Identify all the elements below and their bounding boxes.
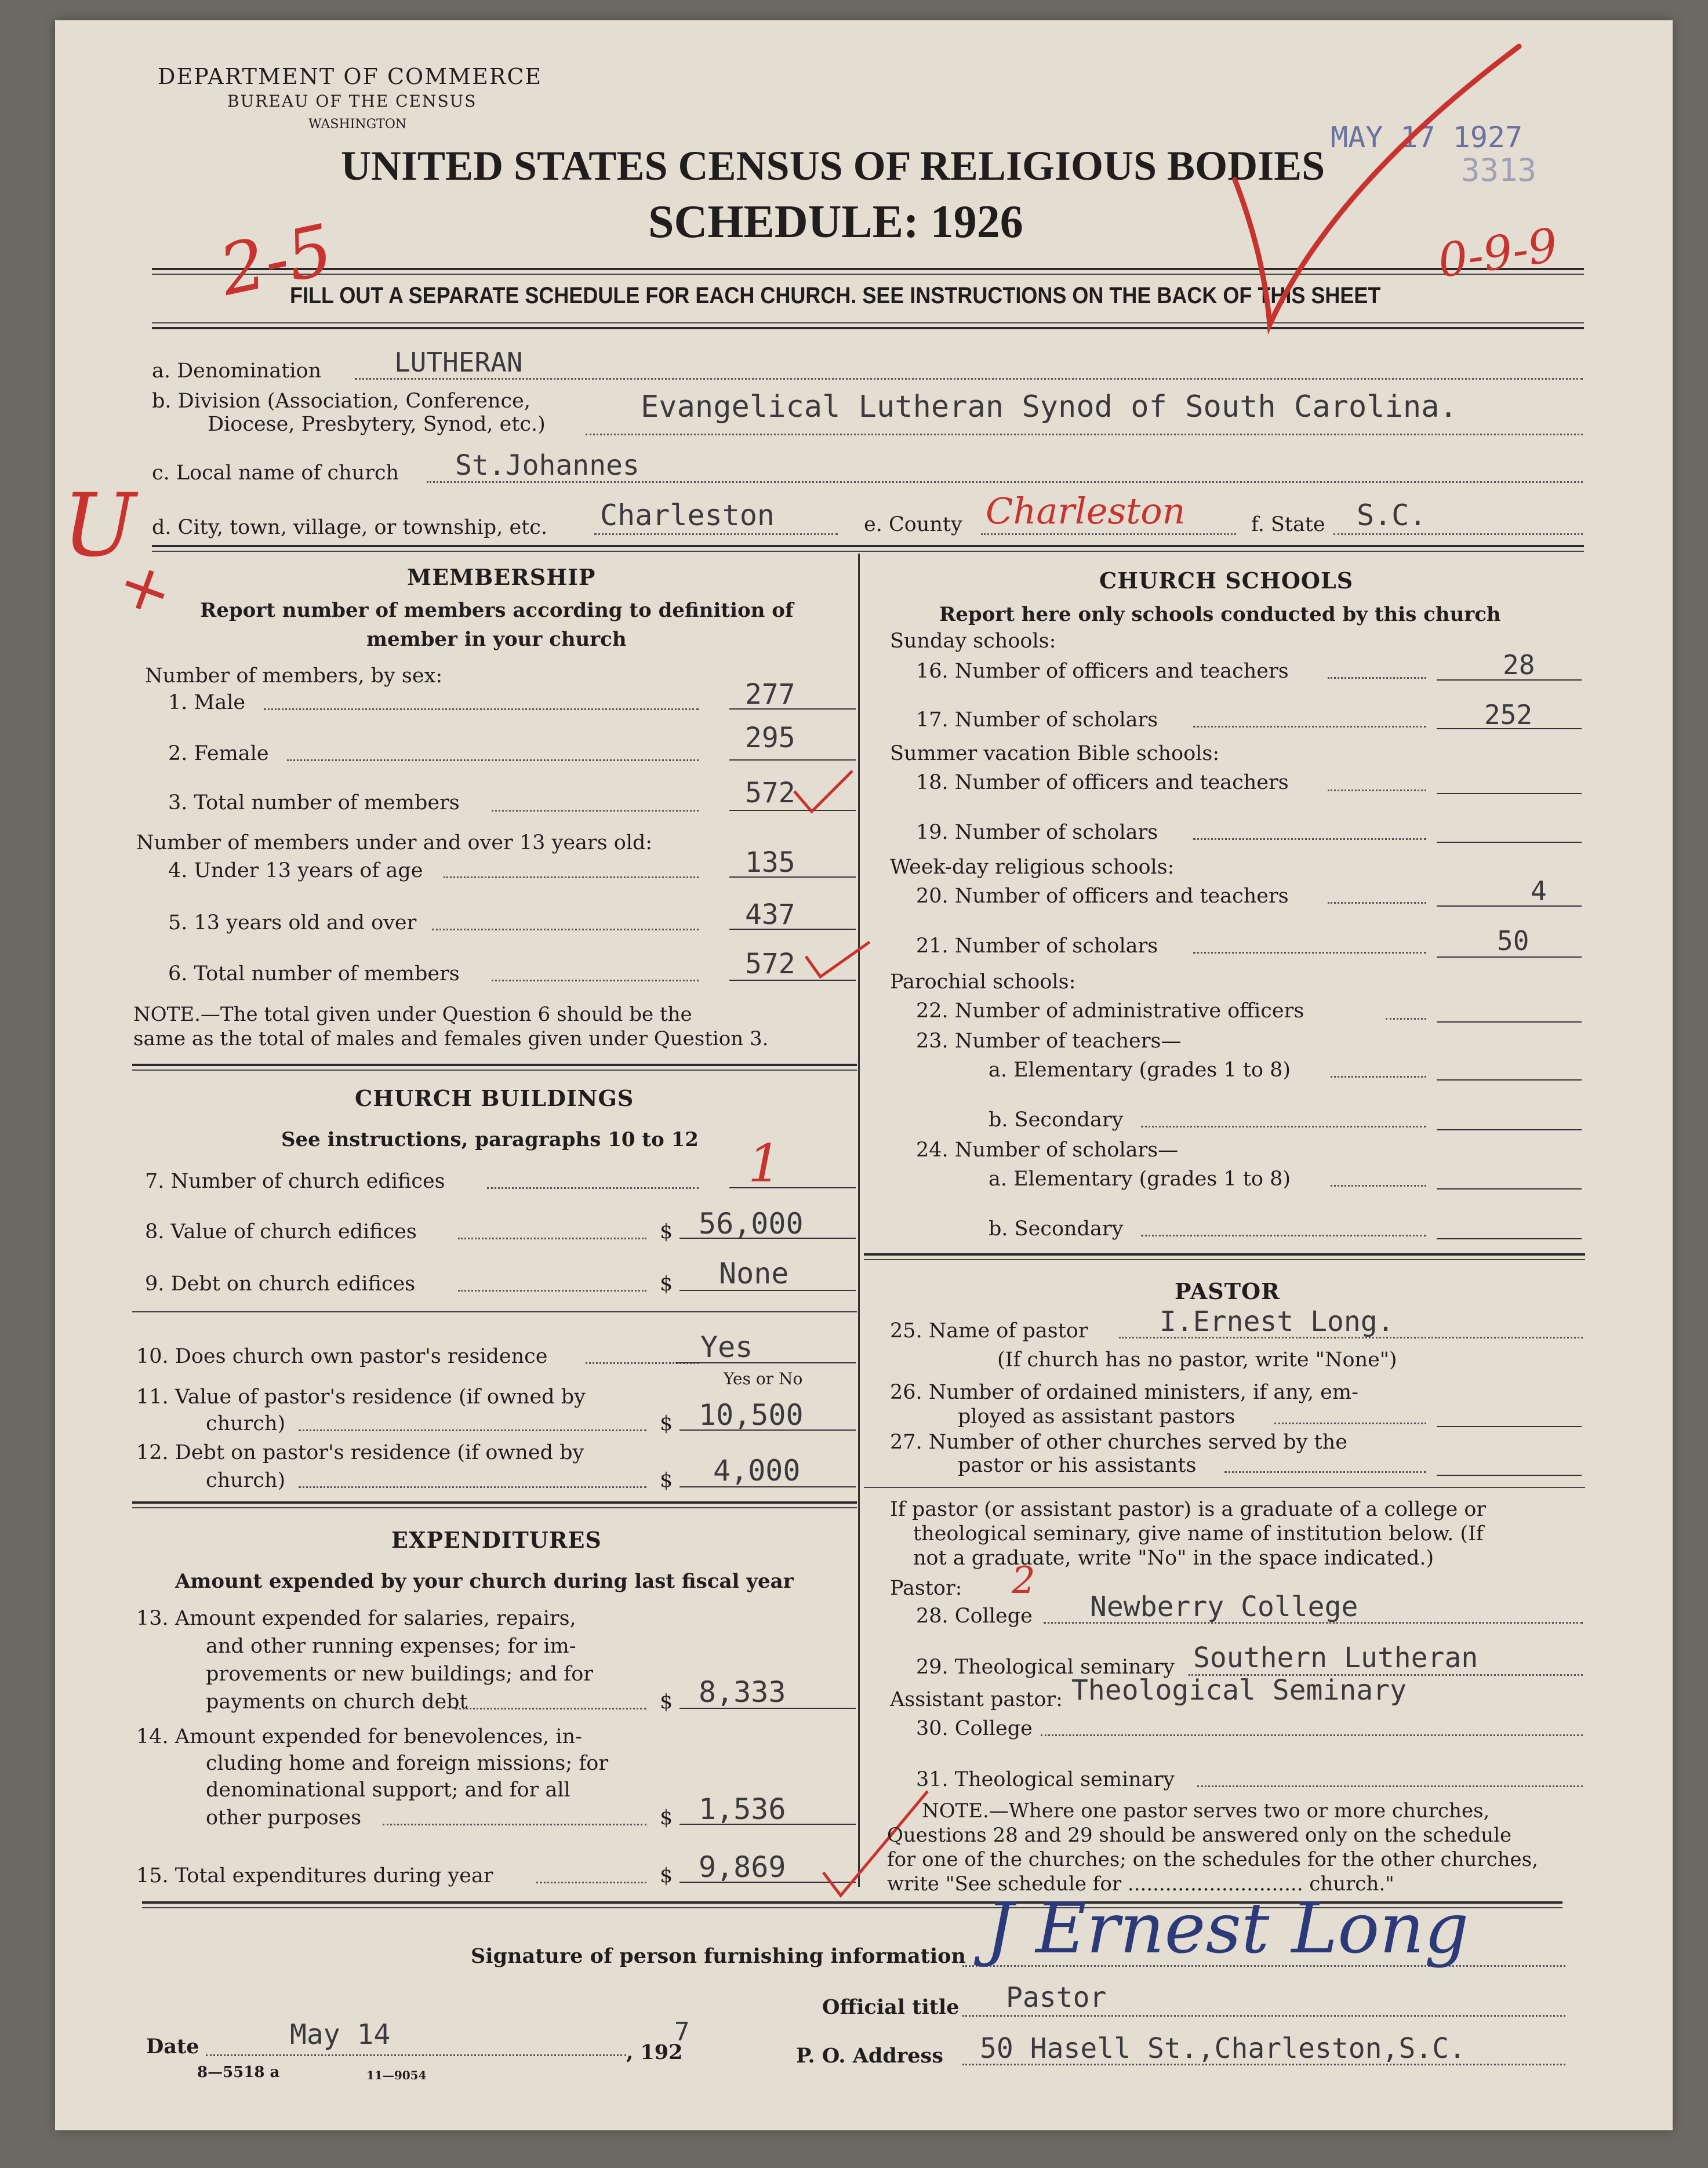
q12-dollar: $ [660, 1469, 673, 1492]
q28-value[interactable]: Newberry College [1090, 1591, 1358, 1623]
city-label: d. City, town, village, or township, etc. [152, 516, 547, 539]
q25-value[interactable]: I.Ernest Long. [1160, 1305, 1394, 1338]
schools-rule-2 [864, 1259, 1585, 1260]
q12-value[interactable]: 4,000 [713, 1454, 801, 1487]
q21-dots [1193, 952, 1426, 954]
q15-label: 15. Total expenditures during year [136, 1864, 493, 1887]
q6-dots [492, 980, 699, 981]
sunday-schools-label: Sunday schools: [890, 630, 1056, 653]
buildings-rule [132, 1501, 857, 1504]
q24b-label: b. Secondary [989, 1217, 1124, 1241]
q27-dots [1224, 1471, 1426, 1473]
pastor-mark: 2 [1012, 1559, 1035, 1602]
q11-value[interactable]: 10,500 [699, 1398, 804, 1432]
q8-dollar: $ [660, 1220, 673, 1243]
graduate-instruction-3: not a graduate, write "No" in the space indicated.) [913, 1547, 1434, 1570]
q21-answer-line [1437, 956, 1582, 958]
county-value[interactable]: Charleston [986, 490, 1186, 532]
q24a-label: a. Elementary (grades 1 to 8) [989, 1167, 1291, 1191]
membership-sub-2: member in your church [366, 628, 627, 651]
q9-debt-value[interactable]: None [719, 1257, 789, 1290]
q29-value-1[interactable]: Southern Lutheran [1193, 1642, 1478, 1674]
q17-value[interactable]: 252 [1484, 699, 1533, 730]
q11-dots [299, 1429, 646, 1431]
q29-label: 29. Theological seminary [916, 1656, 1175, 1679]
form-number: 8—5518 a [197, 2064, 280, 2081]
q7-edifices-label: 7. Number of church edifices [145, 1170, 445, 1193]
q24a-dots [1331, 1185, 1426, 1187]
summer-schools-label: Summer vacation Bible schools: [890, 742, 1220, 765]
official-title-value[interactable]: Pastor [1006, 1981, 1107, 2014]
q25-label: 25. Name of pastor [890, 1319, 1088, 1343]
q8-value-value[interactable]: 56,000 [699, 1207, 804, 1241]
pastor-subsection-label: Pastor: [890, 1577, 962, 1600]
q7-dots [487, 1187, 699, 1189]
q14-label-4: other purposes [206, 1806, 362, 1829]
q26-label-2: ployed as assistant pastors [958, 1405, 1235, 1428]
membership-rule [132, 1064, 857, 1066]
q26-label-1: 26. Number of ordained ministers, if any, em- [890, 1381, 1358, 1404]
q29-value-2[interactable]: Theological Seminary [1071, 1674, 1407, 1707]
q10-residence-label: 10. Does church own pastor's residence [136, 1345, 548, 1368]
q10-residence-value[interactable]: Yes [700, 1330, 753, 1364]
reviewer-mark-code: 0-9-9 [1434, 218, 1561, 288]
denomination-value[interactable]: LUTHERAN [394, 347, 523, 378]
q9-debt-label: 9. Debt on church edifices [145, 1272, 416, 1296]
q27-label-2: pastor or his assistants [958, 1454, 1197, 1477]
q5-over13-label: 5. 13 years old and over [168, 911, 417, 934]
q14-label-3: denominational support; and for all [206, 1778, 570, 1802]
q23b-answer-line [1437, 1129, 1582, 1130]
state-label: f. State [1251, 513, 1325, 536]
date-label: Date [146, 2035, 199, 2058]
q23a-label: a. Elementary (grades 1 to 8) [989, 1058, 1291, 1082]
graduate-instruction-1: If pastor (or assistant pastor) is a graduate of a college or [890, 1498, 1487, 1521]
denomination-label: a. Denomination [152, 359, 322, 383]
q7-edifices-value[interactable]: 1 [748, 1133, 782, 1194]
buildings-divider [132, 1311, 857, 1312]
reviewer-mark-25: 2-5 [213, 209, 340, 312]
pastor-divider [864, 1487, 1585, 1488]
q12-label-2: church) [206, 1469, 286, 1492]
schools-rule [864, 1253, 1585, 1256]
q18-dots [1328, 790, 1426, 791]
identity-bottom-rule [152, 545, 1584, 547]
print-number: 11—9054 [366, 2068, 427, 2082]
q13-dots [455, 1708, 646, 1709]
q13-label-3: provements or new buildings; and for [206, 1663, 594, 1686]
q1-male-label: 1. Male [168, 691, 246, 714]
q23b-label: b. Secondary [989, 1108, 1124, 1132]
weekday-schools-label: Week-day religious schools: [890, 856, 1175, 879]
county-line [981, 533, 1236, 535]
q19-answer-line [1437, 842, 1582, 843]
q3-check-icon [788, 765, 858, 817]
q12-label-1: 12. Debt on pastor's residence (if owned by [136, 1441, 584, 1464]
q18-answer-line [1437, 793, 1582, 794]
signature-label: Signature of person furnishing information [471, 1944, 966, 1968]
q5-over13-value[interactable]: 437 [745, 899, 795, 931]
schools-heading: CHURCH SCHOOLS [1099, 568, 1354, 594]
q13-label-1: 13. Amount expended for salaries, repairs, [136, 1607, 576, 1630]
title-line [962, 2015, 1565, 2017]
q11-dollar: $ [660, 1412, 673, 1435]
q24-label: 24. Number of scholars— [916, 1138, 1179, 1162]
pastor-heading: PASTOR [1175, 1278, 1280, 1304]
graduate-instruction-2: theological seminary, give name of institution below. (If [913, 1522, 1484, 1545]
q16-dots [1328, 677, 1426, 679]
q22-label: 22. Number of administrative officers [916, 999, 1304, 1023]
q20-answer-line [1437, 905, 1582, 907]
q23a-dots [1331, 1076, 1426, 1078]
q9-dots [458, 1290, 646, 1292]
q18-label: 18. Number of officers and teachers [916, 771, 1289, 794]
q14-dollar: $ [660, 1806, 673, 1829]
q20-label: 20. Number of officers and teachers [916, 885, 1289, 908]
separate-schedule-instruction: FILL OUT A SEPARATE SCHEDULE FOR EACH CHURCH. SEE INSTRUCTIONS ON THE BACK OF THIS SHEET [290, 283, 1381, 308]
assistant-pastor-label: Assistant pastor: [890, 1688, 1063, 1711]
q14-label-2: cluding home and foreign missions; for [206, 1752, 609, 1775]
q17-label: 17. Number of scholars [916, 708, 1158, 732]
division-line [586, 434, 1583, 435]
q2-female-value[interactable]: 295 [745, 722, 795, 754]
division-value[interactable]: Evangelical Lutheran Synod of South Carolina. [641, 390, 1458, 424]
state-value[interactable]: S.C. [1357, 499, 1427, 532]
q15-value[interactable]: 9,869 [699, 1850, 786, 1884]
county-label: e. County [864, 513, 962, 536]
po-address-value[interactable]: 50 Hasell St.,Charleston,S.C. [980, 2032, 1466, 2065]
buildings-sub: See instructions, paragraphs 10 to 12 [281, 1128, 699, 1151]
q15-dollar: $ [660, 1864, 673, 1887]
city-label: WASHINGTON [308, 117, 407, 132]
q13-value[interactable]: 8,333 [699, 1675, 786, 1709]
q30-label: 30. College [916, 1717, 1033, 1740]
q4-under13-label: 4. Under 13 years of age [168, 859, 423, 882]
pastor-signature[interactable]: J Ernest Long [986, 1889, 1469, 1969]
q21-label: 21. Number of scholars [916, 934, 1158, 958]
division-label-line2: Diocese, Presbytery, Synod, etc.) [208, 413, 546, 436]
date-value[interactable]: May 14 [290, 2018, 391, 2051]
q1-male-value[interactable]: 277 [745, 678, 795, 711]
form-title: UNITED STATES CENSUS OF RELIGIOUS BODIES [341, 143, 1325, 189]
q30-line [1041, 1734, 1583, 1736]
parochial-schools-label: Parochial schools: [890, 970, 1076, 994]
q6-total-label: 6. Total number of members [168, 962, 460, 985]
city-value[interactable]: Charleston [600, 499, 775, 532]
q21-value[interactable]: 50 [1497, 925, 1529, 956]
po-address-label: P. O. Address [796, 2044, 943, 2068]
membership-sub-1: Report number of members according to definition of [200, 599, 794, 622]
q25-note: (If church has no pastor, write "None") [997, 1348, 1397, 1372]
reviewer-mark-x: + [107, 544, 184, 632]
official-title-label: Official title [822, 1995, 960, 2019]
division-label-line1: b. Division (Association, Conference, [152, 390, 530, 413]
q23b-dots [1141, 1126, 1426, 1127]
q2-dots [287, 759, 699, 761]
q20-value[interactable]: 4 [1531, 875, 1547, 907]
q13-dollar: $ [660, 1690, 673, 1714]
q22-answer-line [1437, 1021, 1582, 1023]
pastor-note-4: write "See schedule for ............................ church." [887, 1872, 1394, 1896]
q3-dots [492, 810, 699, 812]
q26-answer-line [1437, 1426, 1582, 1427]
schools-sub: Report here only schools conducted by this church [939, 603, 1501, 626]
q16-label: 16. Number of officers and teachers [916, 660, 1289, 683]
q15-dots [536, 1882, 646, 1883]
q13-label-2: and other running expenses; for im- [206, 1635, 576, 1658]
q6-total-value[interactable]: 572 [745, 948, 795, 980]
buildings-rule-2 [132, 1507, 857, 1508]
membership-note-1: NOTE.—The total given under Question 6 should be the [133, 1003, 692, 1026]
q13-label-4: payments on church debt [206, 1690, 468, 1714]
q3-total-value[interactable]: 572 [745, 777, 795, 809]
church-name-value[interactable]: St.Johannes [455, 449, 639, 482]
city-line [594, 533, 838, 535]
q28-label: 28. College [916, 1605, 1033, 1628]
q4-under13-value[interactable]: 135 [745, 846, 795, 879]
pastor-note-1: NOTE.—Where one pastor serves two or more churches, [922, 1799, 1490, 1823]
date-line [206, 2054, 626, 2056]
q2-female-label: 2. Female [168, 742, 269, 765]
yes-no-hint: Yes or No [724, 1369, 803, 1388]
received-date-stamp: MAY 17 1927 [1331, 121, 1523, 154]
year-prefix: , 192 [626, 2040, 683, 2064]
q1-dots [264, 708, 699, 710]
reviewer-mark-u: U [63, 475, 136, 576]
members-by-sex-label: Number of members, by sex: [145, 664, 443, 687]
church-name-label: c. Local name of church [152, 461, 399, 485]
q14-value[interactable]: 1,536 [699, 1792, 786, 1826]
q23-label: 23. Number of teachers— [916, 1030, 1182, 1053]
q14-dots [383, 1824, 646, 1825]
q23a-answer-line [1437, 1079, 1582, 1081]
membership-rule-2 [132, 1070, 857, 1071]
state-line [1333, 533, 1583, 535]
q24b-dots [1141, 1235, 1426, 1236]
q27-label-1: 27. Number of other churches served by the [890, 1431, 1347, 1454]
q19-label: 19. Number of scholars [916, 821, 1158, 844]
identity-bottom-rule-2 [152, 551, 1584, 552]
q20-dots [1328, 902, 1426, 904]
bureau-label: BUREAU OF THE CENSUS [227, 92, 477, 111]
column-divider [858, 554, 860, 1887]
q11-label-2: church) [206, 1412, 286, 1435]
file-number-stamp: 3313 [1461, 152, 1537, 188]
q8-dots [458, 1238, 646, 1239]
q27-answer-line [1437, 1475, 1582, 1476]
q14-label-1: 14. Amount expended for benevolences, in- [136, 1725, 582, 1748]
q5-dots [432, 929, 699, 930]
q4-dots [444, 876, 699, 878]
schedule-year: SCHEDULE: 1926 [648, 197, 1023, 248]
q12-dots [299, 1486, 646, 1488]
q26-dots [1274, 1423, 1426, 1424]
denomination-line [355, 378, 1583, 380]
q22-dots [1386, 1018, 1426, 1020]
expenditures-heading: EXPENDITURES [391, 1527, 602, 1553]
q11-label-1: 11. Value of pastor's residence (if owned by [136, 1385, 586, 1409]
q16-value[interactable]: 28 [1503, 649, 1535, 681]
q24a-answer-line [1437, 1188, 1582, 1190]
buildings-heading: CHURCH BUILDINGS [355, 1085, 634, 1111]
year-digit[interactable]: 7 [674, 2017, 690, 2047]
red-check-mark-icon [1218, 35, 1542, 336]
department-label: DEPARTMENT OF COMMERCE [158, 64, 543, 89]
pastor-note-3: for one of the churches; on the schedules for the other churches, [887, 1848, 1538, 1871]
members-by-age-label: Number of members under and over 13 years old: [136, 831, 653, 854]
q9-dollar: $ [660, 1272, 673, 1296]
membership-note-2: same as the total of males and females given under Question 3. [133, 1027, 769, 1050]
expenditures-sub: Amount expended by your church during last fiscal year [175, 1570, 794, 1593]
pastor-note-2: Questions 28 and 29 should be answered only on the schedule [887, 1824, 1512, 1847]
q3-total-label: 3. Total number of members [168, 791, 460, 814]
q31-line [1197, 1785, 1583, 1787]
q8-value-label: 8. Value of church edifices [145, 1220, 417, 1243]
membership-heading: MEMBERSHIP [407, 564, 596, 590]
q6-check-icon [800, 933, 875, 985]
q17-dots [1193, 726, 1426, 727]
q19-dots [1193, 838, 1426, 840]
q31-label: 31. Theological seminary [916, 1768, 1175, 1791]
q24b-answer-line [1437, 1238, 1582, 1239]
q2-answer-line [729, 759, 856, 761]
